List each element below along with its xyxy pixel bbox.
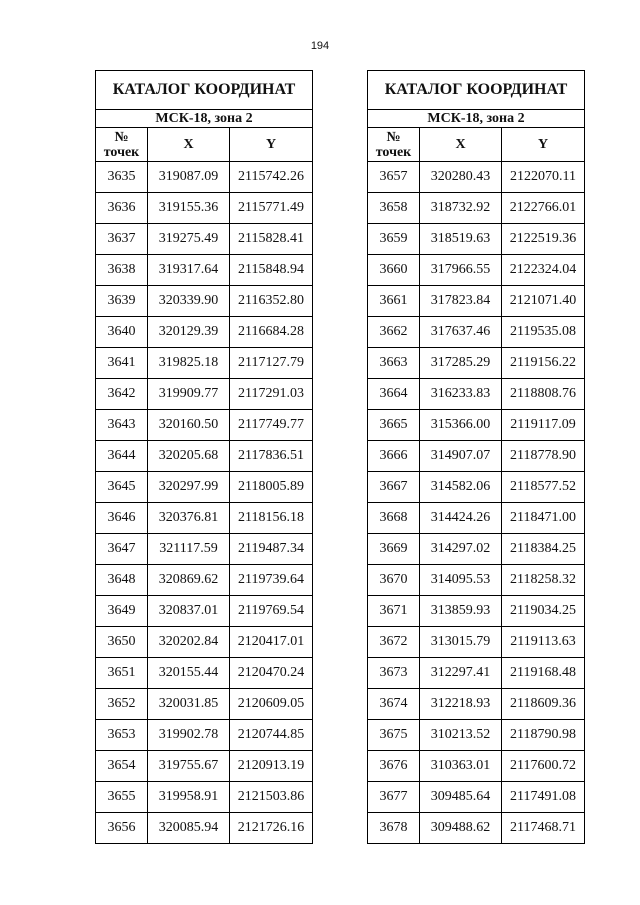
column-header-x: X bbox=[148, 128, 230, 162]
y-coordinate-cell: 2118384.25 bbox=[502, 534, 585, 565]
table-row bbox=[96, 658, 313, 689]
y-coordinate-cell: 2122070.11 bbox=[502, 162, 585, 193]
point-number-cell: 3674 bbox=[368, 689, 420, 720]
point-number-cell: 3650 bbox=[96, 627, 148, 658]
table-row bbox=[368, 534, 585, 565]
y-coordinate-cell: 2118258.32 bbox=[502, 565, 585, 596]
y-coordinate-cell: 2117491.08 bbox=[502, 782, 585, 813]
table-row bbox=[368, 441, 585, 472]
y-coordinate-cell: 2119034.25 bbox=[502, 596, 585, 627]
table-row bbox=[96, 689, 313, 720]
y-coordinate-cell: 2118808.76 bbox=[502, 379, 585, 410]
table-row bbox=[368, 286, 585, 317]
x-coordinate-cell: 317823.84 bbox=[420, 286, 502, 317]
table-row bbox=[96, 193, 313, 224]
point-number-cell: 3657 bbox=[368, 162, 420, 193]
table-row bbox=[368, 317, 585, 348]
point-number-cell: 3644 bbox=[96, 441, 148, 472]
point-number-cell: 3654 bbox=[96, 751, 148, 782]
y-coordinate-cell: 2115771.49 bbox=[230, 193, 313, 224]
point-number-cell: 3666 bbox=[368, 441, 420, 472]
table-row bbox=[96, 162, 313, 193]
x-coordinate-cell: 315366.00 bbox=[420, 410, 502, 441]
catalog-title: КАТАЛОГ КООРДИНАТ bbox=[96, 71, 313, 110]
table-row bbox=[96, 441, 313, 472]
point-number-cell: 3643 bbox=[96, 410, 148, 441]
x-coordinate-cell: 320869.62 bbox=[148, 565, 230, 596]
y-coordinate-cell: 2115828.41 bbox=[230, 224, 313, 255]
x-coordinate-cell: 314095.53 bbox=[420, 565, 502, 596]
table-row bbox=[96, 596, 313, 627]
point-number-cell: 3653 bbox=[96, 720, 148, 751]
x-coordinate-cell: 319825.18 bbox=[148, 348, 230, 379]
point-number-cell: 3641 bbox=[96, 348, 148, 379]
y-coordinate-cell: 2119168.48 bbox=[502, 658, 585, 689]
y-coordinate-cell: 2116684.28 bbox=[230, 317, 313, 348]
x-coordinate-cell: 309485.64 bbox=[420, 782, 502, 813]
table-row bbox=[368, 193, 585, 224]
y-coordinate-cell: 2118778.90 bbox=[502, 441, 585, 472]
point-number-cell: 3664 bbox=[368, 379, 420, 410]
x-coordinate-cell: 318732.92 bbox=[420, 193, 502, 224]
point-number-cell: 3645 bbox=[96, 472, 148, 503]
x-coordinate-cell: 317966.55 bbox=[420, 255, 502, 286]
table-row bbox=[96, 813, 313, 844]
table-row bbox=[368, 162, 585, 193]
y-coordinate-cell: 2117600.72 bbox=[502, 751, 585, 782]
coordinate-catalog-left bbox=[95, 70, 313, 844]
x-coordinate-cell: 319755.67 bbox=[148, 751, 230, 782]
table-row bbox=[96, 627, 313, 658]
table-row bbox=[368, 565, 585, 596]
table-row bbox=[368, 596, 585, 627]
table-row bbox=[368, 782, 585, 813]
y-coordinate-cell: 2120417.01 bbox=[230, 627, 313, 658]
point-number-cell: 3673 bbox=[368, 658, 420, 689]
x-coordinate-cell: 319958.91 bbox=[148, 782, 230, 813]
point-number-cell: 3659 bbox=[368, 224, 420, 255]
point-number-cell: 3648 bbox=[96, 565, 148, 596]
point-number-cell: 3678 bbox=[368, 813, 420, 844]
y-coordinate-cell: 2119113.63 bbox=[502, 627, 585, 658]
catalog-zone: МСК-18, зона 2 bbox=[368, 110, 585, 128]
point-number-cell: 3649 bbox=[96, 596, 148, 627]
table-row bbox=[368, 503, 585, 534]
point-number-cell: 3663 bbox=[368, 348, 420, 379]
x-coordinate-cell: 319275.49 bbox=[148, 224, 230, 255]
table-row bbox=[96, 565, 313, 596]
x-coordinate-cell: 320205.68 bbox=[148, 441, 230, 472]
y-coordinate-cell: 2119769.54 bbox=[230, 596, 313, 627]
y-coordinate-cell: 2118005.89 bbox=[230, 472, 313, 503]
x-coordinate-cell: 319317.64 bbox=[148, 255, 230, 286]
table-row bbox=[96, 472, 313, 503]
y-coordinate-cell: 2117836.51 bbox=[230, 441, 313, 472]
point-number-cell: 3677 bbox=[368, 782, 420, 813]
catalog-title: КАТАЛОГ КООРДИНАТ bbox=[368, 71, 585, 110]
y-coordinate-cell: 2115742.26 bbox=[230, 162, 313, 193]
point-number-cell: 3637 bbox=[96, 224, 148, 255]
point-number-cell: 3652 bbox=[96, 689, 148, 720]
y-coordinate-cell: 2120744.85 bbox=[230, 720, 313, 751]
table-row bbox=[368, 255, 585, 286]
column-header-point-number: № точек bbox=[96, 128, 148, 162]
x-coordinate-cell: 319909.77 bbox=[148, 379, 230, 410]
x-coordinate-cell: 320376.81 bbox=[148, 503, 230, 534]
table-row bbox=[96, 534, 313, 565]
x-coordinate-cell: 320202.84 bbox=[148, 627, 230, 658]
point-number-cell: 3672 bbox=[368, 627, 420, 658]
table-row bbox=[96, 379, 313, 410]
y-coordinate-cell: 2118156.18 bbox=[230, 503, 313, 534]
table-row bbox=[368, 224, 585, 255]
catalog-rows bbox=[96, 162, 313, 844]
y-coordinate-cell: 2121726.16 bbox=[230, 813, 313, 844]
x-coordinate-cell: 319902.78 bbox=[148, 720, 230, 751]
y-coordinate-cell: 2118577.52 bbox=[502, 472, 585, 503]
x-coordinate-cell: 313859.93 bbox=[420, 596, 502, 627]
point-number-cell: 3651 bbox=[96, 658, 148, 689]
table-row bbox=[96, 751, 313, 782]
y-coordinate-cell: 2118471.00 bbox=[502, 503, 585, 534]
y-coordinate-cell: 2120913.19 bbox=[230, 751, 313, 782]
x-coordinate-cell: 310213.52 bbox=[420, 720, 502, 751]
point-number-cell: 3635 bbox=[96, 162, 148, 193]
x-coordinate-cell: 320129.39 bbox=[148, 317, 230, 348]
table-row bbox=[368, 348, 585, 379]
point-number-cell: 3667 bbox=[368, 472, 420, 503]
point-number-cell: 3647 bbox=[96, 534, 148, 565]
y-coordinate-cell: 2119535.08 bbox=[502, 317, 585, 348]
point-number-cell: 3676 bbox=[368, 751, 420, 782]
x-coordinate-cell: 320085.94 bbox=[148, 813, 230, 844]
y-coordinate-cell: 2117749.77 bbox=[230, 410, 313, 441]
column-header-x: X bbox=[420, 128, 502, 162]
table-row bbox=[368, 472, 585, 503]
y-coordinate-cell: 2121503.86 bbox=[230, 782, 313, 813]
y-coordinate-cell: 2119117.09 bbox=[502, 410, 585, 441]
y-coordinate-cell: 2115848.94 bbox=[230, 255, 313, 286]
point-number-cell: 3646 bbox=[96, 503, 148, 534]
table-row bbox=[368, 627, 585, 658]
table-row bbox=[368, 410, 585, 441]
x-coordinate-cell: 314424.26 bbox=[420, 503, 502, 534]
x-coordinate-cell: 320160.50 bbox=[148, 410, 230, 441]
table-row bbox=[96, 224, 313, 255]
x-coordinate-cell: 309488.62 bbox=[420, 813, 502, 844]
y-coordinate-cell: 2120470.24 bbox=[230, 658, 313, 689]
table-row bbox=[96, 286, 313, 317]
table-row bbox=[368, 689, 585, 720]
table-row bbox=[368, 720, 585, 751]
y-coordinate-cell: 2119739.64 bbox=[230, 565, 313, 596]
y-coordinate-cell: 2116352.80 bbox=[230, 286, 313, 317]
x-coordinate-cell: 319087.09 bbox=[148, 162, 230, 193]
page-number: 194 bbox=[310, 40, 330, 52]
x-coordinate-cell: 312297.41 bbox=[420, 658, 502, 689]
point-number-cell: 3675 bbox=[368, 720, 420, 751]
point-number-cell: 3658 bbox=[368, 193, 420, 224]
y-coordinate-cell: 2121071.40 bbox=[502, 286, 585, 317]
x-coordinate-cell: 312218.93 bbox=[420, 689, 502, 720]
x-coordinate-cell: 314907.07 bbox=[420, 441, 502, 472]
point-number-cell: 3642 bbox=[96, 379, 148, 410]
x-coordinate-cell: 318519.63 bbox=[420, 224, 502, 255]
point-number-cell: 3665 bbox=[368, 410, 420, 441]
y-coordinate-cell: 2120609.05 bbox=[230, 689, 313, 720]
point-number-cell: 3636 bbox=[96, 193, 148, 224]
table-row bbox=[368, 658, 585, 689]
x-coordinate-cell: 317285.29 bbox=[420, 348, 502, 379]
point-number-cell: 3670 bbox=[368, 565, 420, 596]
y-coordinate-cell: 2122519.36 bbox=[502, 224, 585, 255]
table-row bbox=[368, 379, 585, 410]
point-number-cell: 3662 bbox=[368, 317, 420, 348]
x-coordinate-cell: 320339.90 bbox=[148, 286, 230, 317]
catalog-rows bbox=[368, 162, 585, 844]
y-coordinate-cell: 2117127.79 bbox=[230, 348, 313, 379]
x-coordinate-cell: 320280.43 bbox=[420, 162, 502, 193]
column-header-y: Y bbox=[230, 128, 313, 162]
x-coordinate-cell: 320837.01 bbox=[148, 596, 230, 627]
y-coordinate-cell: 2119156.22 bbox=[502, 348, 585, 379]
y-coordinate-cell: 2117468.71 bbox=[502, 813, 585, 844]
table-row bbox=[96, 348, 313, 379]
table-row bbox=[368, 813, 585, 844]
point-number-cell: 3668 bbox=[368, 503, 420, 534]
y-coordinate-cell: 2118790.98 bbox=[502, 720, 585, 751]
table-row bbox=[96, 782, 313, 813]
x-coordinate-cell: 320031.85 bbox=[148, 689, 230, 720]
table-row bbox=[96, 410, 313, 441]
y-coordinate-cell: 2122324.04 bbox=[502, 255, 585, 286]
point-number-cell: 3639 bbox=[96, 286, 148, 317]
x-coordinate-cell: 313015.79 bbox=[420, 627, 502, 658]
point-number-cell: 3671 bbox=[368, 596, 420, 627]
y-coordinate-cell: 2118609.36 bbox=[502, 689, 585, 720]
coordinate-catalog-right bbox=[367, 70, 585, 844]
x-coordinate-cell: 314297.02 bbox=[420, 534, 502, 565]
point-number-cell: 3638 bbox=[96, 255, 148, 286]
x-coordinate-cell: 320155.44 bbox=[148, 658, 230, 689]
table-row bbox=[96, 720, 313, 751]
table-row bbox=[96, 503, 313, 534]
catalog-zone: МСК-18, зона 2 bbox=[96, 110, 313, 128]
y-coordinate-cell: 2117291.03 bbox=[230, 379, 313, 410]
point-number-cell: 3661 bbox=[368, 286, 420, 317]
table-row bbox=[96, 255, 313, 286]
x-coordinate-cell: 319155.36 bbox=[148, 193, 230, 224]
point-number-cell: 3655 bbox=[96, 782, 148, 813]
point-number-cell: 3669 bbox=[368, 534, 420, 565]
table-row bbox=[96, 317, 313, 348]
x-coordinate-cell: 320297.99 bbox=[148, 472, 230, 503]
point-number-cell: 3660 bbox=[368, 255, 420, 286]
y-coordinate-cell: 2122766.01 bbox=[502, 193, 585, 224]
x-coordinate-cell: 316233.83 bbox=[420, 379, 502, 410]
column-header-point-number: № точек bbox=[368, 128, 420, 162]
point-number-cell: 3656 bbox=[96, 813, 148, 844]
x-coordinate-cell: 314582.06 bbox=[420, 472, 502, 503]
column-header-y: Y bbox=[502, 128, 585, 162]
x-coordinate-cell: 310363.01 bbox=[420, 751, 502, 782]
x-coordinate-cell: 317637.46 bbox=[420, 317, 502, 348]
table-row bbox=[368, 751, 585, 782]
y-coordinate-cell: 2119487.34 bbox=[230, 534, 313, 565]
point-number-cell: 3640 bbox=[96, 317, 148, 348]
x-coordinate-cell: 321117.59 bbox=[148, 534, 230, 565]
